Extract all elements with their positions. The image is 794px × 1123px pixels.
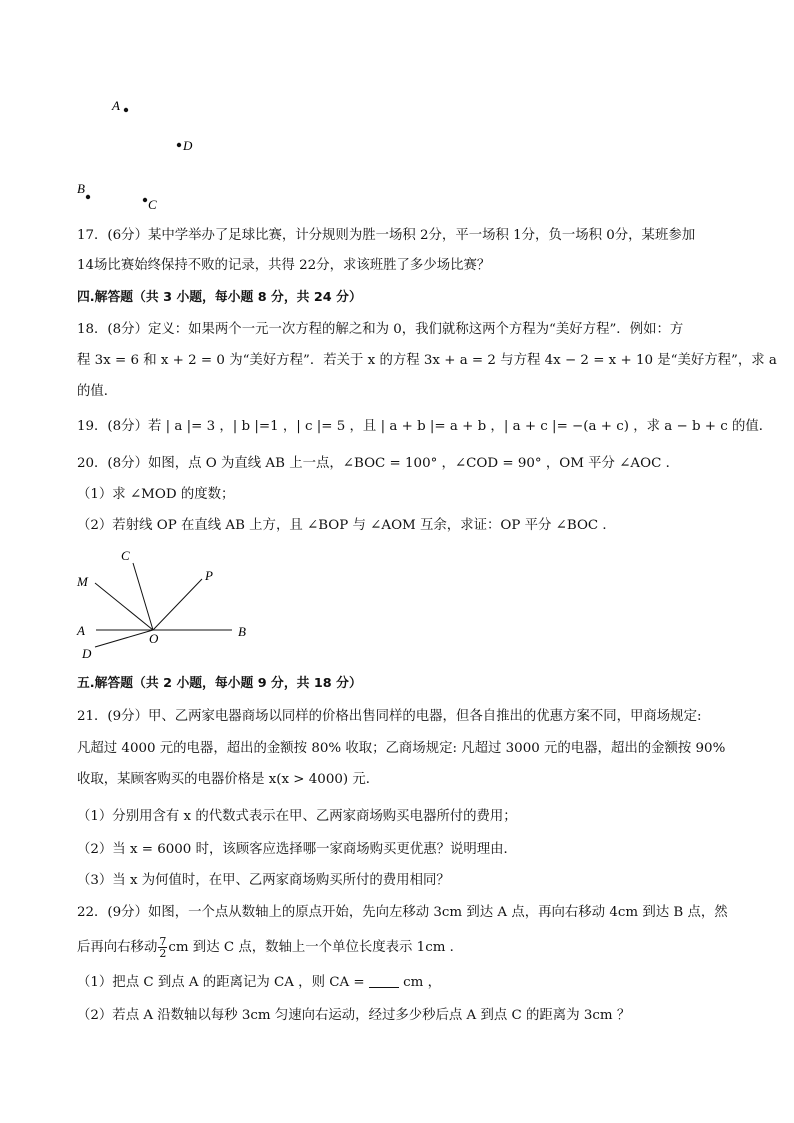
section5-heading: 五.解答题（共 2 小题，每小题 9 分，共 18 分） xyxy=(77,676,362,691)
label-m: M xyxy=(77,574,88,589)
label-c: C xyxy=(148,197,157,212)
ray-oc xyxy=(133,563,153,630)
label-a: A xyxy=(112,98,120,113)
q21-line3: 收取，某顾客购买的电器价格是 x(x > 4000) 元． xyxy=(77,772,380,787)
point-d xyxy=(177,143,181,147)
q21-sub3: （3）当 x 为何值时，在甲、乙两家商场购买所付的费用相同？ xyxy=(77,873,450,888)
q21-line2: 凡超过 4000 元的电器，超出的金额按 80% 收取；乙商场规定: 凡超过 3000 元的电器，超出的金额按 90% xyxy=(77,741,726,756)
fraction-numerator: 7 xyxy=(159,935,167,948)
fraction-seven-halves xyxy=(158,936,167,959)
label-o: O xyxy=(149,631,159,646)
fraction-denominator: 2 xyxy=(159,947,167,960)
q22-line1: 22．(9分）如图，一个点从数轴上的原点开始，先向左移动 3cm 到达 A 点，再向右移动 4cm 到达 B 点，然 xyxy=(77,905,728,920)
q22-sub2: （2）若点 A 沿数轴以每秒 3cm 匀速向右运动，经过多少秒后点 A 到点 C 的距离为 3cm ？ xyxy=(77,1008,631,1023)
q22-line2 xyxy=(77,934,463,962)
label-a2: A xyxy=(77,623,85,638)
q17-line2: 14场比赛始终保持不败的记录，共得 22分，求该班胜了多少场比赛？ xyxy=(77,258,491,273)
q18-line1: 18．(8分）定义：如果两个一元一次方程的解之和为 0，我们就称这两个方程为“美好方程”．例如：方 xyxy=(77,322,684,337)
q19-line1: 19．(8分）若 | a |= 3 ，| b |=1 ，| c |= 5 ，且 | a + b |= a + b ，| a + c |= −(a + c) ，求 a − b + c 的值． xyxy=(77,419,773,434)
q22-sub1-post: cm ， xyxy=(398,975,441,990)
q22-line2-pre: 后再向右移动 xyxy=(77,940,158,955)
q21-sub2: （2）当 x = 6000 时，该顾客应选择哪一家商场购买更优惠？说明理由． xyxy=(77,842,517,857)
q21-line1: 21．(9分）甲、乙两家电器商场以同样的价格出售同样的电器，但各自推出的优惠方案不同，甲商场规定: xyxy=(77,709,702,724)
answer-blank[interactable] xyxy=(369,975,399,988)
label-c2: C xyxy=(121,548,130,563)
label-d2: D xyxy=(82,646,92,661)
q22-line2-post: cm 到达 C 点，数轴上一个单位长度表示 1cm ． xyxy=(168,940,464,955)
q17-line1: 17．(6分）某中学举办了足球比赛，计分规则为胜一场积 2分，平一场积 1分，负一场积 0分，某班参加 xyxy=(77,228,696,243)
q18-line2: 程 3x = 6 和 x + 2 = 0 为“美好方程”．若关于 x 的方程 3x + a = 2 与方程 4x − 2 = x + 10 是“美好方程”，求 a xyxy=(77,353,777,368)
q20-line1: 20．(8分）如图，点 O 为直线 AB 上一点，∠BOC = 100° ，∠COD = 90° ，OM 平分 ∠AOC ． xyxy=(77,456,679,471)
point-b xyxy=(86,195,90,199)
ray-om xyxy=(95,583,153,630)
label-b: B xyxy=(77,181,85,196)
q22-sub1-pre: （1）把点 C 到点 A 的距离记为 CA ，则 CA = xyxy=(77,975,369,990)
point-a xyxy=(124,108,128,112)
point-c xyxy=(143,198,147,202)
section4-heading: 四.解答题（共 3 小题，每小题 8 分，共 24 分） xyxy=(77,290,362,305)
angle-figure xyxy=(0,540,794,665)
q22-sub1 xyxy=(77,974,441,992)
label-b2: B xyxy=(238,624,246,639)
q20-sub1: （1）求 ∠MOD 的度数； xyxy=(77,487,235,502)
ray-od xyxy=(95,630,153,647)
q21-sub1: （1）分别用含有 x 的代数式表示在甲、乙两家商场购买电器所付的费用； xyxy=(77,809,517,824)
points-figure xyxy=(0,0,794,220)
q18-line3: 的值． xyxy=(77,384,118,399)
label-p: P xyxy=(205,568,213,583)
ray-op xyxy=(153,579,202,630)
label-d: D xyxy=(183,138,193,153)
q20-sub2: （2）若射线 OP 在直线 AB 上方，且 ∠BOP 与 ∠AOM 互余，求证：OP 平分 ∠BOC ． xyxy=(77,518,616,533)
